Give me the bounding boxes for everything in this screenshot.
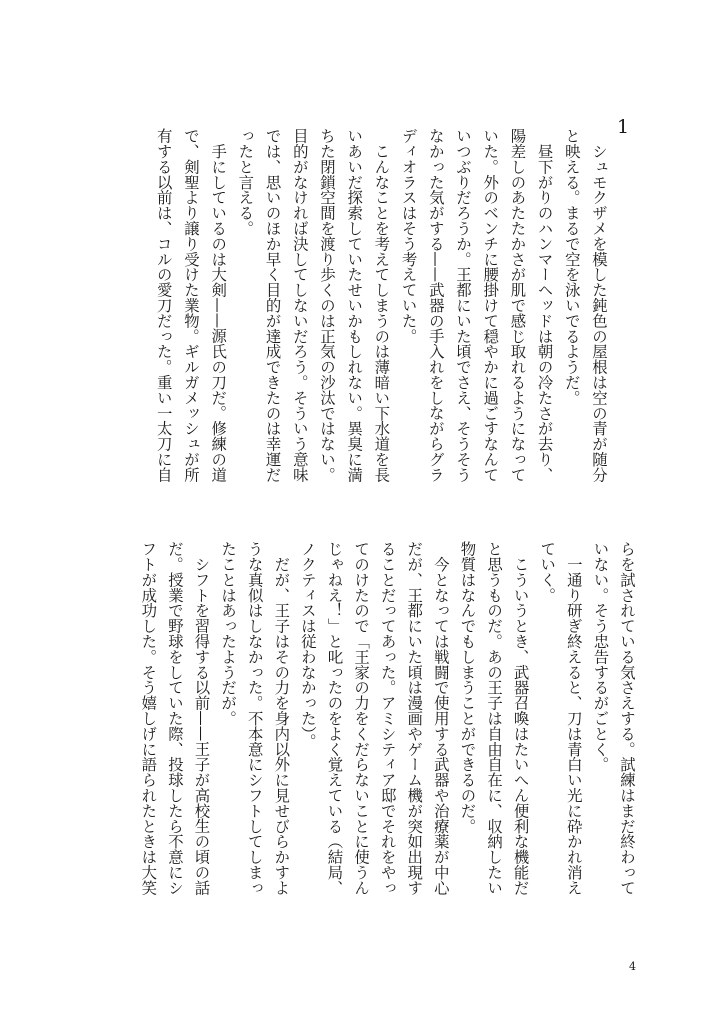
text-line: ていく。 xyxy=(538,541,557,603)
text-line: 今となっては戦闘で使用する武器や治療薬が中心 xyxy=(431,541,450,896)
text-line: いない。そう忠告するがごとく。 xyxy=(591,541,610,772)
text-line: 陽差しのあたたかさが肌で感じ取れるようになって xyxy=(508,128,527,483)
text-line: ノクティスは従わなかった）。 xyxy=(298,541,317,749)
text-line: と映える。まるで空を泳いでるようだ。 xyxy=(562,128,581,406)
text-line: いつぶりだろうか。王都にいた頃でさえ、そうそう xyxy=(453,128,472,483)
text-block-bottom xyxy=(135,541,640,921)
text-line: らを試されている気さえする。試練はまだ終わって xyxy=(618,541,636,896)
text-line: うな真似はしなかった。不本意にシフトしてしまっ xyxy=(245,541,264,896)
chapter-number: 1 xyxy=(617,116,630,138)
text-line: 昼下がりのハンマーヘッドは朝の冷たさが去り、 xyxy=(535,128,554,483)
text-line: で、剣聖より譲り受けた業物。ギルガメッシュが所 xyxy=(181,128,200,483)
text-line: てのけたので「王家の力をくだらないことに使うん xyxy=(352,541,371,896)
text-line: だ。授業で野球をしていた際、投球したら不意にシ xyxy=(165,541,184,896)
text-block-top xyxy=(150,128,612,488)
text-line: 有する以前は、コルの愛刀だった。重い一太刀に自 xyxy=(154,128,173,483)
text-line: ったと言える。 xyxy=(236,128,255,236)
text-line: シフトを習得する以前——王子が高校生の頃の話 xyxy=(192,541,211,896)
text-line: こんなことを考えてしまうのは薄暗い下水道を長 xyxy=(372,128,391,483)
text-line: 目的がなければ決してしないだろう。そういう意味 xyxy=(290,128,309,483)
text-line: こういうとき、武器召喚はたいへん便利な機能だ xyxy=(511,541,530,896)
text-line: なかった気がする——武器の手入れをしながらグラ xyxy=(426,128,445,483)
text-line: いあいだ探索していたせいかもしれない。異臭に満 xyxy=(345,128,364,483)
text-line: シュモクザメを模した鈍色の屋根は空の青が随分 xyxy=(590,128,608,483)
text-line: ディオラスはそう考えていた。 xyxy=(399,128,418,344)
text-line: たことはあったようだが。 xyxy=(219,541,238,726)
text-line: ちた閉鎖空間を渡り歩くのは正気の沙汰ではない。 xyxy=(317,128,336,483)
text-line: 一通り研ぎ終えると、刀は青白い光に砕かれ消え xyxy=(564,541,583,896)
text-line: 物質はなんでもしまうことができるのだ。 xyxy=(458,541,477,834)
text-line: では、思いのほか早く目的が達成できたのは幸運だ xyxy=(263,128,282,483)
text-line: 手にしているのは大剣——源氏の刀だ。修練の道 xyxy=(209,128,228,483)
text-line: いた。外のベンチに腰掛けて穏やかに過ごすなんて xyxy=(481,128,500,483)
page-number: 4 xyxy=(629,960,636,973)
text-line: じゃねえ！」と叱ったのをよく覚えている（結局、 xyxy=(325,541,344,896)
text-line: だが、王都にいた頃は漫画やゲーム機が突如出現す xyxy=(405,541,424,896)
text-line: フトが成功した。そう嬉しげに語られたときは大笑 xyxy=(139,541,158,896)
text-line: ることだってあった。アミシティア邸でそれをやっ xyxy=(378,541,397,896)
text-line: だが、王子はその力を身内以外に見せびらかすよ xyxy=(272,541,291,896)
text-line: と思うものだ。あの王子は自由自在に、収納したい xyxy=(485,541,504,896)
